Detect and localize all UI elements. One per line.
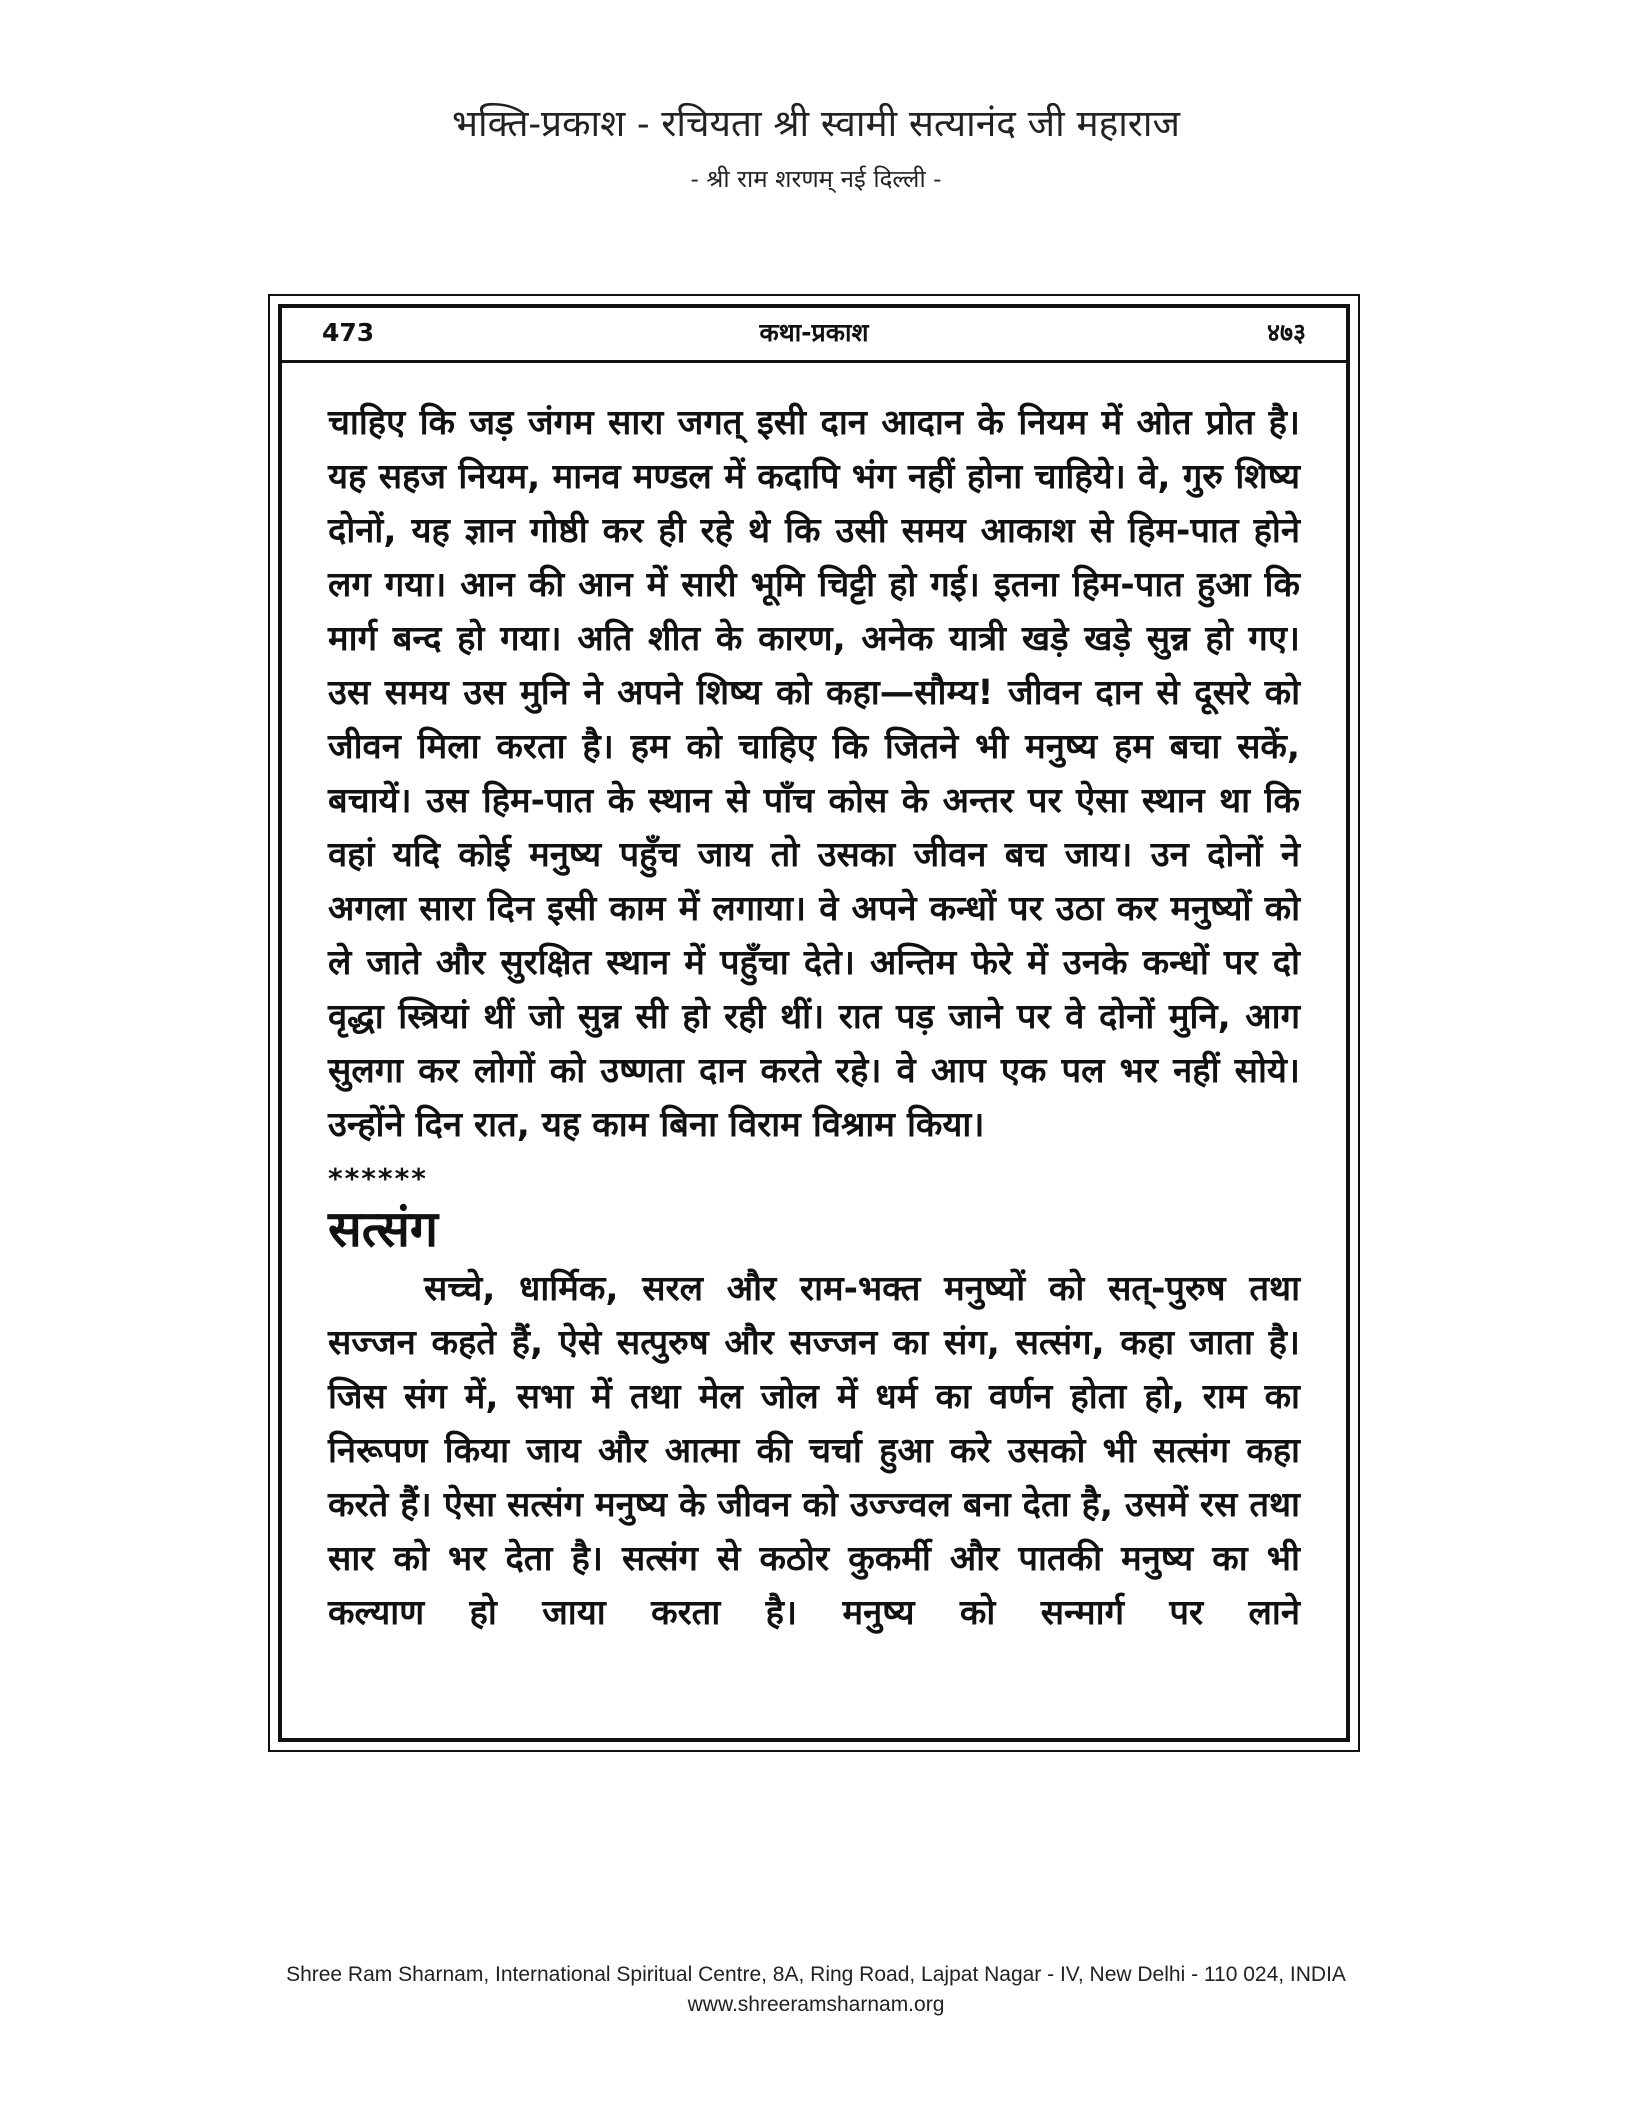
story-paragraph: चाहिए कि जड़ जंगम सारा जगत् इसी दान आदान के नियम में ओत प्रोत है। यह सहज नियम, मानव मण्डल में कदापि भंग नहीं होना चाहिये। वे, गुरु शिष्य दोनों, यह ज्ञान गोष्ठी कर ही रहे थे कि उसी समय आकाश से हिम-पात होने लग गया। आन की आन में सारी भूमि चिट्टी हो गई। इतना हिम-पात हुआ कि मार्ग बन्द हो गया। अति शीत के कारण, अनेक यात्री खड़े खड़े सुन्न हो गए। उस समय उस मुनि ने अपने शिष्य को कहा—सौम्य! जीवन दान से दूसरे को जीवन मिला करता है। हम को चाहिए कि जितने भी मनुष्य हम बचा सकें, बचायें। उस हिम-पात के स्थान से पाँच कोस के अन्तर पर ऐसा स्थान था कि वहां यदि कोई मनुष्य पहुँच जाय तो उसका जीवन बच जाय। उन दोनों ने अगला सारा दिन इसी काम में लगाया। वे अपने कन्धों पर उठा कर मनुष्यों को ले जाते और सुरक्षित स्थान में पहुँचा देते। अन्तिम फेरे में उनके कन्धों पर दो वृद्धा स्त्रियां थीं जो सुन्न सी हो रही थीं। रात पड़ जाने पर वे दोनों मुनि, आग सुलगा कर लोगों को उष्णता दान करते रहे। वे आप एक पल भर नहीं सोये। उन्होंने दिन रात, यह काम बिना विराम विश्राम किया। (328, 403, 1300, 1145)
running-head (282, 308, 1346, 363)
page-number-latin: 473 (322, 318, 375, 347)
page-footer (0, 1960, 1632, 2020)
page-body (328, 396, 1300, 1640)
page-number-devanagari: ४७३ (1266, 318, 1306, 347)
page-header (0, 100, 1632, 196)
section-heading: सत्संग (328, 1200, 439, 1258)
page-frame-inner (278, 304, 1350, 1742)
page-frame (268, 294, 1360, 1752)
section-paragraph: सच्चे, धार्मिक, सरल और राम-भक्त मनुष्यों को सत्-पुरुष तथा सज्जन कहते हैं, ऐसे सत्पुरुष और सज्जन का संग, सत्संग, कहा जाता है। जिस संग में, सभा में तथा मेल जोल में धर्म का वर्णन होता हो, राम का निरूपण किया जाय और आत्मा की चर्चा हुआ करे उसको भी सत्संग कहा करते हैं। ऐसा सत्संग मनुष्य के जीवन को उज्ज्वल बना देता है, उसमें रस तथा सार को भर देता है। सत्संग से कठोर कुकर्मी और पातकी मनुष्य का भी कल्याण हो जाया करता है। मनुष्य को सन्मार्ग पर लाने (328, 1269, 1300, 1633)
section-separator: ****** (328, 1162, 428, 1195)
book-subtitle: - श्री राम शरणम् नई दिल्ली - (690, 165, 942, 193)
chapter-title: कथा-प्रकाश (759, 318, 869, 347)
book-title: भक्ति-प्रकाश - रचियता श्री स्वामी सत्यानंद जी महाराज (452, 102, 1180, 145)
footer-address: Shree Ram Sharnam, International Spiritual Centre, 8A, Ring Road, Lajpat Nagar - IV, New Delhi - 110 024, INDIA (286, 1963, 1346, 1986)
footer-website[interactable]: www.shreeramsharnam.org (687, 1993, 945, 2016)
